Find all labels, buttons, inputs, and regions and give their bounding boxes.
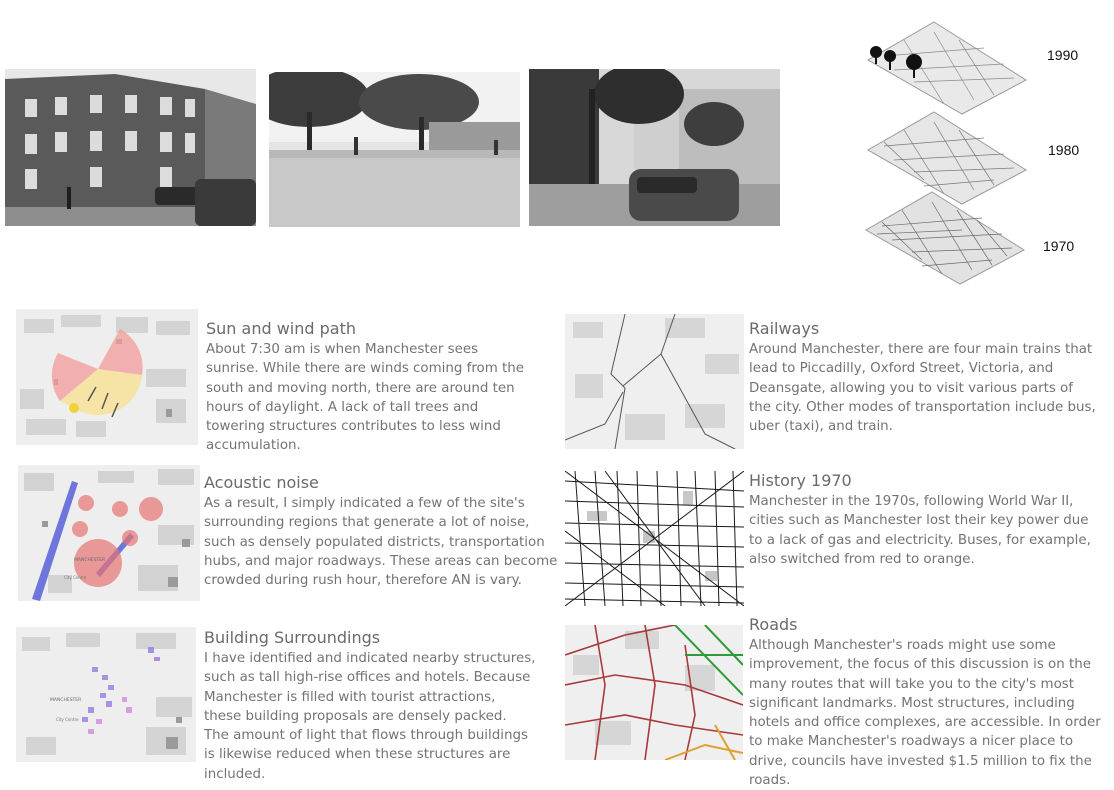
text-line: the city. Other modes of transportation include bus, — [749, 399, 1096, 415]
text-line: many routes that will take you to the city's most — [749, 676, 1075, 692]
text-line: The amount of light that flows through buildings — [204, 728, 528, 744]
text-line: As a result, I simply indicated a few of the site's — [204, 496, 525, 511]
sun-wind-title: Sun and wind path — [206, 319, 356, 338]
text-line: drive, councils have invested $1.5 million to fix the — [749, 753, 1092, 769]
roads-map — [565, 625, 743, 760]
text-line: included. — [204, 766, 266, 782]
history-1970-text — [749, 492, 1091, 569]
year-label-1970: 1970 — [1043, 238, 1075, 254]
street-parked-car-photo — [529, 69, 780, 226]
map-layer-1990 — [864, 20, 1030, 116]
text-line: also switched from red to orange. — [749, 551, 975, 567]
map-label-city-centre: City Centre — [64, 575, 87, 580]
text-line: towering structures contributes to less wind — [206, 419, 501, 435]
text-line: is likewise reduced when these structures are — [204, 747, 511, 763]
text-line: accumulation. — [206, 438, 301, 454]
map-label-manchester-buildings: MANCHESTER — [50, 698, 82, 703]
roads-text — [749, 636, 1101, 790]
roads-title: Roads — [749, 615, 798, 634]
building-surroundings-text — [204, 649, 535, 784]
sun-wind-text — [206, 340, 524, 456]
text-line: Although Manchester's roads might use some — [749, 638, 1056, 653]
text-line: hotels and office complexes, are accessible. In order — [749, 715, 1101, 731]
text-line: About 7:30 am is when Manchester sees — [206, 342, 479, 357]
text-line: significant landmarks. Most structures, including — [749, 695, 1075, 711]
text-line: south and moving north, there are around ten — [206, 380, 515, 396]
sun-wind-map — [16, 309, 198, 445]
railways-map — [565, 314, 744, 449]
building-surroundings-title: Building Surroundings — [204, 628, 381, 647]
text-line: Manchester in the 1970s, following World War II, — [749, 494, 1074, 509]
text-line: cities such as Manchester lost their key power due — [749, 513, 1089, 529]
text-line: these building proposals are densely packed. — [204, 708, 507, 724]
text-line: roads. — [749, 773, 791, 789]
brick-buildings-street-photo — [5, 69, 256, 226]
history-1970-title: History 1970 — [749, 471, 852, 490]
railways-title: Railways — [749, 319, 820, 338]
text-line: Manchester is filled with tourist attractions, — [204, 689, 496, 705]
text-line: such as tall high-rise offices and hotels. Because — [204, 670, 531, 686]
text-line: uber (taxi), and train. — [749, 419, 893, 435]
map-label-manchester: MANCHESTER — [74, 558, 106, 563]
text-line: crowded during rush hour, therefore AN is vary. — [204, 573, 522, 589]
acoustic-noise-map — [18, 465, 200, 601]
map-layer-1970 — [862, 190, 1028, 286]
text-line: Around Manchester, there are four main trains that — [749, 342, 1093, 357]
railways-text — [749, 340, 1096, 436]
text-line: lead to Piccadilly, Oxford Street, Victoria, and — [749, 361, 1054, 377]
text-line: improvement, the focus of this discussion is on the — [749, 657, 1091, 673]
text-line: I have identified and indicated nearby structures, — [204, 651, 536, 666]
map-label-city-centre-buildings: City Centre — [56, 717, 79, 722]
acoustic-noise-title: Acoustic noise — [204, 473, 319, 492]
text-line: to a lack of gas and electricity. Buses, for example, — [749, 532, 1091, 548]
year-label-1980: 1980 — [1048, 142, 1080, 158]
building-surroundings-map — [16, 627, 196, 762]
text-line: Deansgate, allowing you to visit various parts of — [749, 380, 1073, 396]
text-line: surrounding regions that generate a lot of noise, — [204, 515, 530, 531]
year-label-1990: 1990 — [1047, 47, 1079, 63]
tree-plaza-tram-photo — [269, 72, 520, 227]
text-line: to make Manchester's roadways a nicer place to — [749, 734, 1074, 750]
text-line: such as densely populated districts, transportation — [204, 534, 545, 550]
acoustic-noise-text — [204, 494, 557, 590]
text-line: sunrise. While there are winds coming from the — [206, 361, 525, 377]
history-1970-map — [565, 471, 744, 606]
text-line: hubs, and major roadways. These areas can become — [204, 553, 558, 569]
text-line: hours of daylight. A lack of tall trees and — [206, 399, 479, 415]
